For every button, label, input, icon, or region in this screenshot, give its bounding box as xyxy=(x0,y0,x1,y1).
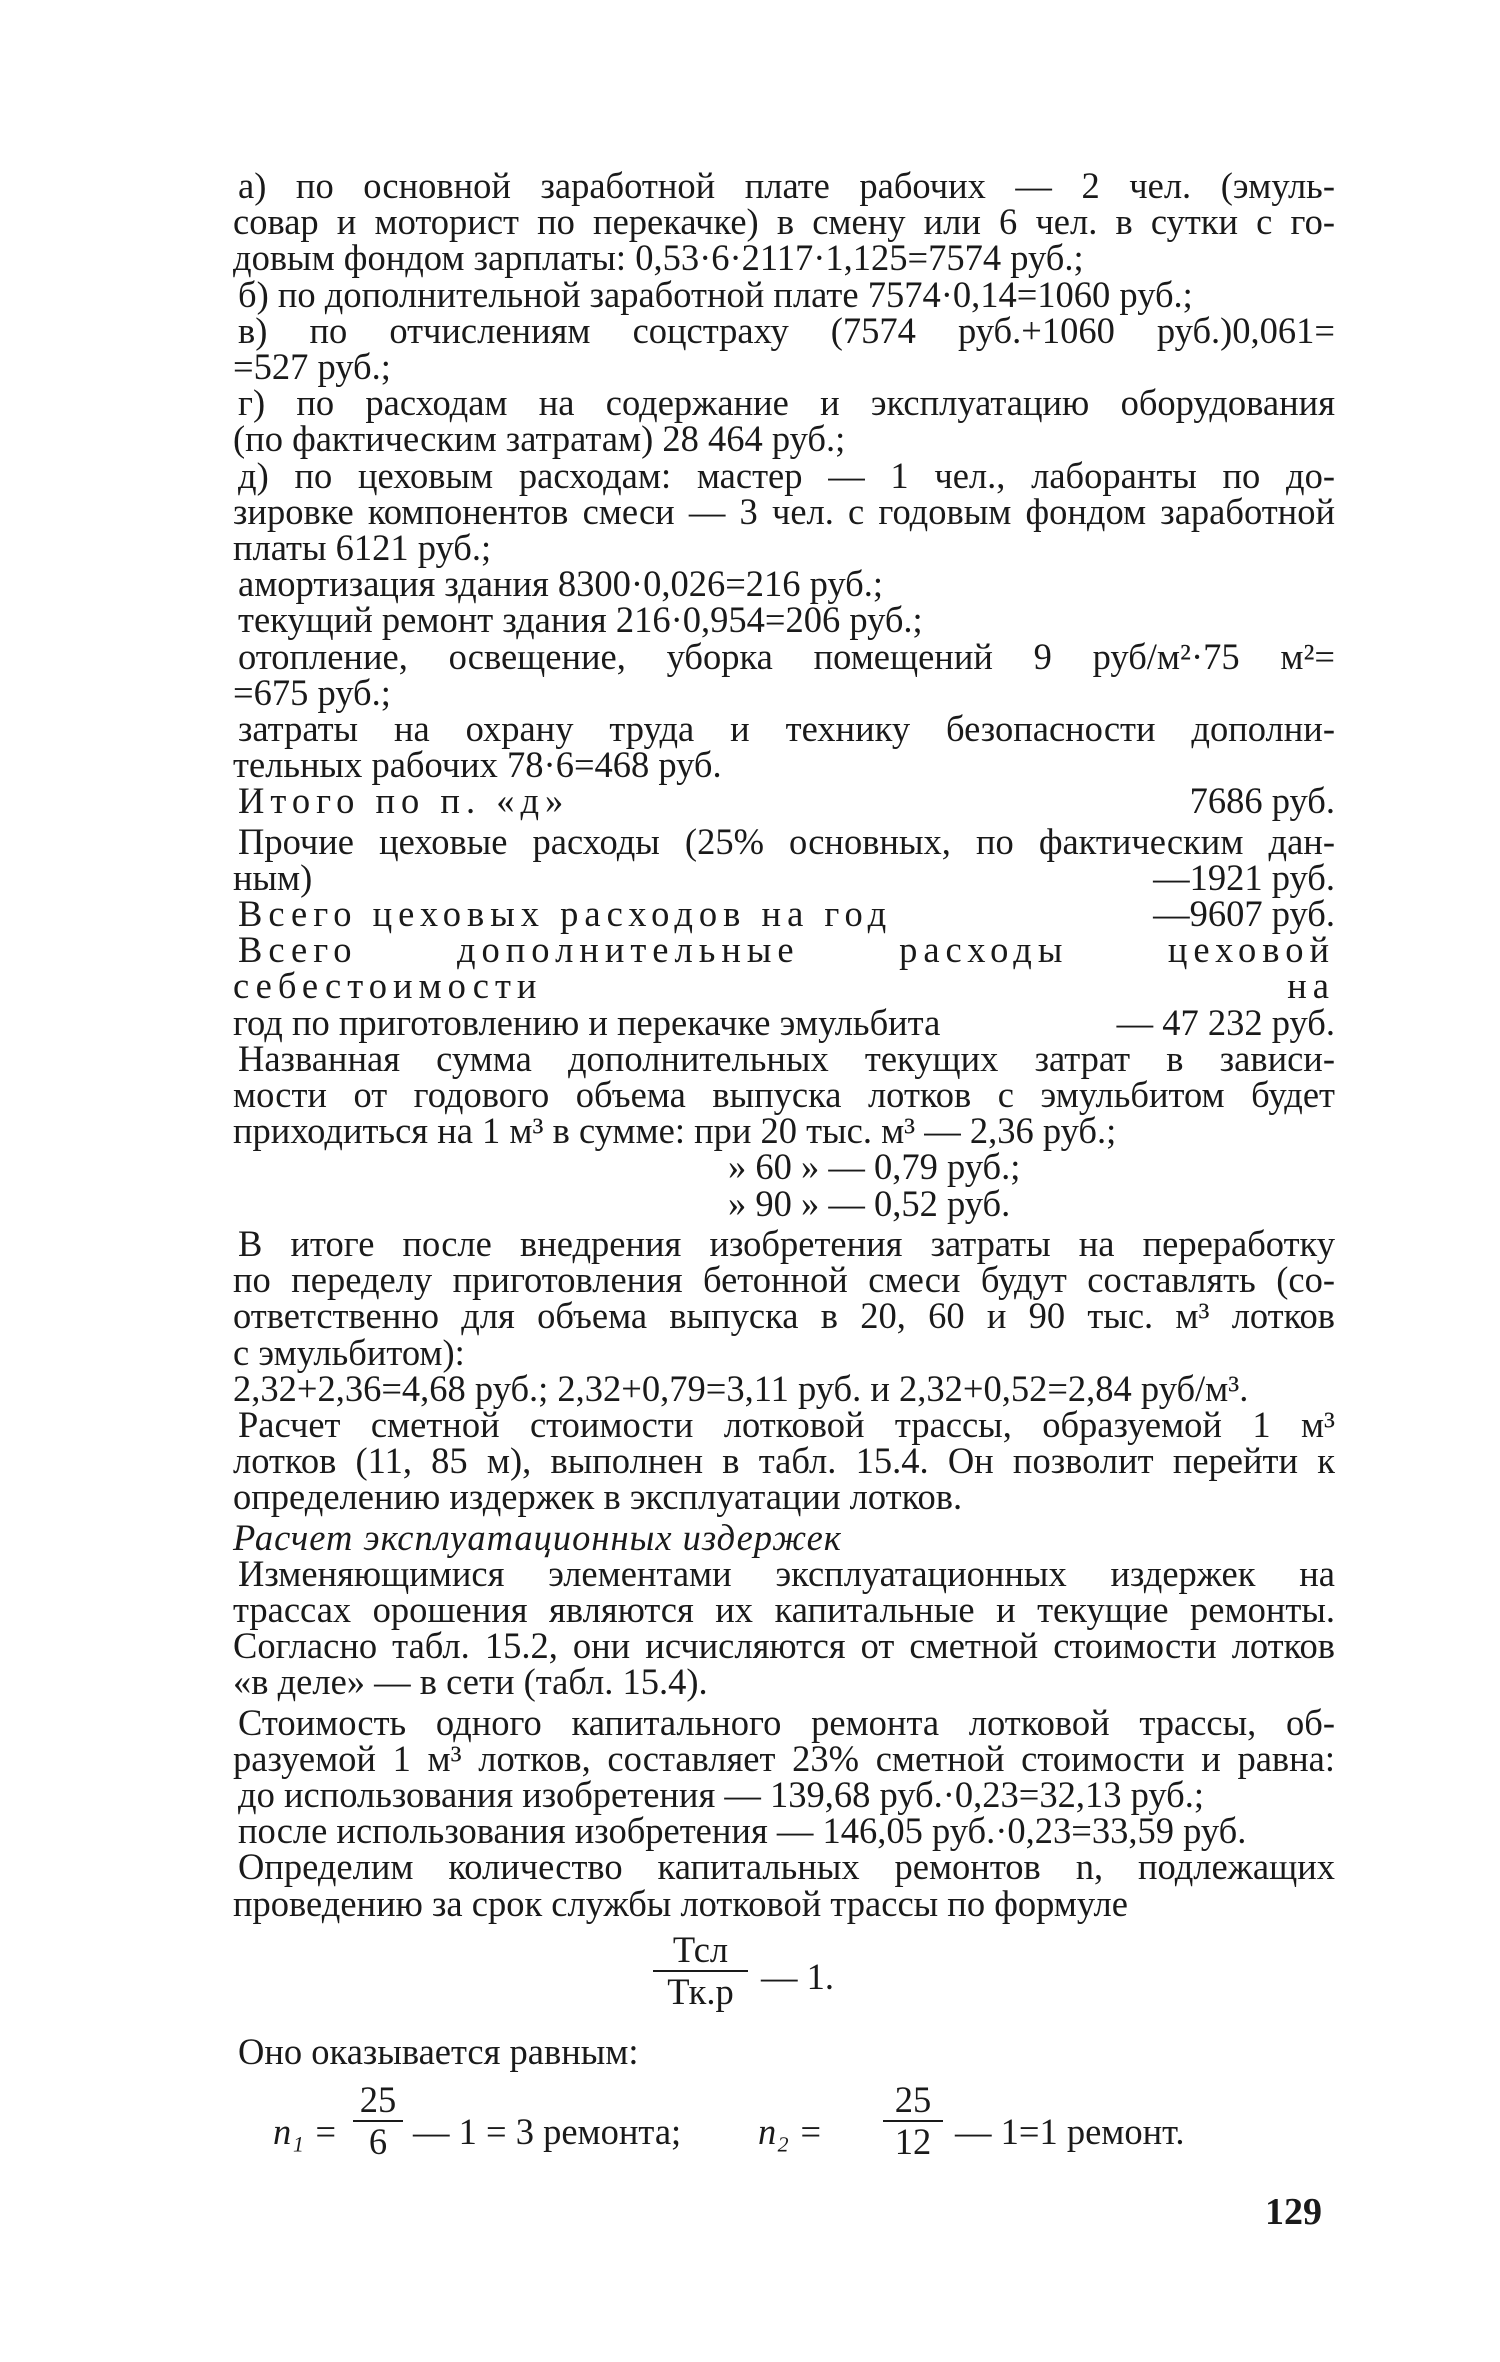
text-line: Названная сумма дополнительных текущих затрат в зависи- xyxy=(238,1037,1335,1079)
total-d-row xyxy=(233,780,1335,822)
page-number: 129 xyxy=(1265,2191,1322,2233)
text-line: (по фактическим затратам) 28 464 руб.; xyxy=(233,418,846,460)
total-d-value: 7686 руб. xyxy=(1189,780,1335,822)
section-heading: Расчет эксплуатационных издержек xyxy=(233,1516,842,1558)
text-line: амортизация здания 8300·0,026=216 руб.; xyxy=(238,563,884,605)
formula-denominator: Тк.р xyxy=(667,1970,734,2012)
text-line: текущий ремонт здания 216·0,954=206 руб.; xyxy=(238,599,923,641)
n1-tail: — 1 = 3 ремонта; xyxy=(413,2110,682,2152)
total-shop-label: Всего цеховых расходов на год xyxy=(238,893,893,935)
additional-total-row xyxy=(233,1001,1335,1043)
text-line: «в деле» — в сети (табл. 15.4). xyxy=(233,1661,708,1703)
n1-numerator: 25 xyxy=(359,2078,397,2120)
text-line: довым фондом зарплаты: 0,53·6·2117·1,125=7574 руб.; xyxy=(233,237,1084,279)
text-line: » 90 » — 0,52 руб. xyxy=(728,1182,1011,1224)
n1-denominator: 6 xyxy=(368,2121,388,2163)
text-line: приходиться на 1 м³ в сумме: при 20 тыс. м³ — 2,36 руб.; xyxy=(233,1110,1117,1152)
paragraph-heating xyxy=(233,635,1335,713)
paragraph-b xyxy=(233,273,1335,315)
text-line: мости от годового объема выпуска лотков с эмульбитом будет xyxy=(233,1074,1335,1116)
text-line: 2,32+2,36=4,68 руб.; 2,32+0,79=3,11 руб. и 2,32+0,52=2,84 руб/м³. xyxy=(233,1367,1249,1409)
paragraph-sum xyxy=(233,1037,1335,1224)
text-line: Оно оказывается равным: xyxy=(238,2030,639,2072)
paragraph-v xyxy=(233,309,1335,388)
text-line: В итоге после внедрения изобретения затраты на переработку xyxy=(238,1222,1335,1264)
paragraph-estimate xyxy=(233,1403,1335,1518)
text-line: д) по цеховым расходам: мастер — 1 чел., лаборанты по до- xyxy=(238,454,1335,496)
n2-numerator: 25 xyxy=(894,2078,932,2120)
formula-numerator: Тсл xyxy=(672,1928,729,1970)
text-line: определению издержек в эксплуатации лотков. xyxy=(233,1476,963,1518)
text-line: ответственно для объема выпуска в 20, 60 и 90 тыс. м³ лотков xyxy=(233,1295,1335,1337)
other-label: ным) xyxy=(233,856,313,898)
text-line: а) по основной заработной плате рабочих — 2 чел. (эмуль- xyxy=(238,165,1335,206)
paragraph-g xyxy=(233,382,1335,460)
n2-label: n₂ = xyxy=(758,2110,823,2152)
paragraph-safety xyxy=(233,708,1335,786)
paragraph-d xyxy=(233,454,1335,569)
total-shop-value: —9607 руб. xyxy=(1153,893,1335,935)
paragraph-amortization xyxy=(233,563,1335,605)
text-line: =675 руб.; xyxy=(233,671,391,713)
text-line: » 60 » — 0,79 руб.; xyxy=(728,1146,1021,1188)
paragraph-changing xyxy=(233,1552,1335,1703)
n2-fraction xyxy=(883,2078,943,2163)
paragraph-other xyxy=(233,820,1335,898)
paragraph-additional-total xyxy=(233,929,1335,1043)
n1-fraction xyxy=(353,2078,403,2163)
paragraph-cost xyxy=(233,1701,1335,1852)
text-line: Согласно табл. 15.2, они исчисляются от сметной стоимости лотков xyxy=(233,1625,1335,1667)
text-line: тельных рабочих 78·6=468 руб. xyxy=(233,744,722,786)
paragraph-a xyxy=(233,165,1335,279)
n2-denominator: 12 xyxy=(894,2121,932,2163)
text-line: зировке компонентов смеси — 3 чел. с годовым фондом заработной xyxy=(233,490,1335,532)
n1-label: n₁ = xyxy=(273,2110,338,2152)
text-line: после использования изобретения — 146,05 руб.·0,23=33,59 руб. xyxy=(238,1810,1247,1852)
paragraph-equals xyxy=(233,2030,1335,2072)
text-line: с эмульбитом): xyxy=(233,1331,465,1373)
text-line: Изменяющимися элементами эксплуатационных издержек на xyxy=(238,1552,1335,1594)
additional-total-label: год по приготовлению и перекачке эмульбита xyxy=(233,1001,941,1043)
text-line: затраты на охрану труда и технику безопасности дополни- xyxy=(238,708,1335,750)
paragraph-result xyxy=(233,1222,1335,1409)
text-column xyxy=(233,165,1335,2190)
text-line: б) по дополнительной заработной плате 7574·0,14=1060 руб.; xyxy=(238,273,1193,315)
text-line: г) по расходам на содержание и эксплуатацию оборудования xyxy=(238,382,1335,424)
text-line: Прочие цеховые расходы (25% основных, по фактическим дан- xyxy=(238,820,1335,862)
text-line: Стоимость одного капитального ремонта лотковой трассы, об- xyxy=(238,1701,1335,1743)
text-line: лотков (11, 85 м), выполнен в табл. 15.4. Он позволит перейти к xyxy=(233,1440,1335,1482)
formula-fraction xyxy=(653,1928,748,2012)
text-line: Всего дополнительные расходы цеховой себестоимости на xyxy=(233,929,1335,1007)
n2-tail: — 1=1 ремонт. xyxy=(955,2110,1185,2152)
total-shop-row xyxy=(233,893,1335,935)
text-line: совар и моторист по перекачке) в смену или 6 чел. в сутки с го- xyxy=(233,201,1335,243)
text-line: =527 руб.; xyxy=(233,346,391,388)
text-line: Расчет сметной стоимости лотковой трассы, образуемой 1 м³ xyxy=(238,1403,1335,1445)
text-line: до использования изобретения — 139,68 руб.·0,23=32,13 руб.; xyxy=(238,1773,1204,1815)
text-line: платы 6121 руб.; xyxy=(233,527,492,569)
text-line: трассах орошения являются их капитальные и текущие ремонты. xyxy=(233,1588,1335,1630)
text-line: разуемой 1 м³ лотков, составляет 23% сметной стоимости и равна: xyxy=(233,1737,1335,1779)
formula-repairs xyxy=(233,1922,1335,2032)
text-line: в) по отчислениям соцстраху (7574 руб.+1060 руб.)0,061= xyxy=(238,309,1335,351)
formula-results xyxy=(233,2070,1335,2190)
text-line: отопление, освещение, уборка помещений 9 руб/м²·75 м²= xyxy=(238,635,1335,677)
additional-total-value: — 47 232 руб. xyxy=(1116,1001,1335,1043)
text-line: Определим количество капитальных ремонтов n, подлежащих xyxy=(238,1846,1335,1888)
formula-tail: — 1. xyxy=(761,1955,834,1997)
text-line: по переделу приготовления бетонной смеси будут составлять (со- xyxy=(233,1259,1335,1301)
paragraph-repair xyxy=(233,599,1335,641)
text-line: проведению за срок службы лотковой трассы по формуле xyxy=(233,1882,1128,1924)
paragraph-determine xyxy=(233,1846,1335,1924)
total-d-label: Итого по п. «д» xyxy=(238,780,570,822)
other-row xyxy=(233,856,1335,898)
other-value: —1921 руб. xyxy=(1153,856,1335,898)
